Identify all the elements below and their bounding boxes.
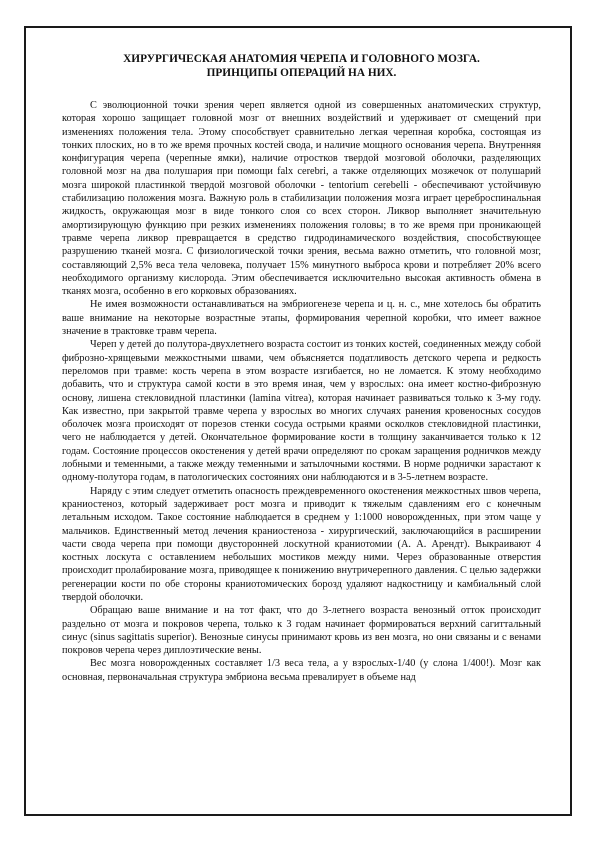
paragraph-intro: С эволюционной точки зрения череп является одной из совершенных анатомических структур, которая хорошо защищает головной мозг от внешних воздействий и удерживает от смещений при изменениях положения тела. Этому способствует сравнительно легкая черепная коробка, состоящая из тонких плоских, но в то же время прочных костей свода, и наличие мощного основания черепа. Внутренняя конфигурация черепа (черепные ямки), наличие отростков твердой мозговой оболочки, разделяющих головной мозг на два полушария при помощи falx cerebri, а также отделяющих мозжечок от полушарий мозга широкой пластинкой твердой мозговой оболочки - tentorium cerebelli - обеспечивают устойчивую стабилизацию положения мозга. Важную роль в стабилизации положения мозга играет цереброспинальная жидкость, окружающая мозг в виде тонкого слоя со всех сторон. Ликвор выполняет значительную амортизирующую функцию при резких изменениях положения головы; в то же время при проникающей травме черепа ликвор превращается в средство гидродинамического воздействия, способствующее разрушению тканей мозга. С физиологической точки зрения, весьма важно отметить, что головной мозг, составляющий 2,5% веса тела человека, получает 15% минутного выброса крови и потребляет 20% всего необходимого организму кислорода. Этим обеспечивается исключительно высокая активность обмена в тканях мозга, особенно в его корковых образованиях. — [62, 100, 541, 298]
paragraph-child-skull: Череп у детей до полутора-двухлетнего возраста состоит из тонких костей, соединенных между собой фиброзно-хрящевыми межкостными швами, чем объясняется податливость детского черепа и редкость переломов при травме: кость черепа в этом возрасте изгибается, но не ломается. К этому необходимо добавить, что и структура самой кости в это время иная, чем у взрослых: она имеет костно-фиброзную основу, лишена стекловидной пластинки (lamina vitrea), которая начинает развиваться только к 3-му году. Как известно, при закрытой травме черепа у взрослых во многих случаях ранения кровеносных сосудов оболочек мозга происходят от порезов стенки сосуда острыми краями осколков стекловидной пластинки, чего не наблюдается у детей. Окончательное формирование кости в толщину заканчивается только к 12 годам. Состояние процессов окостенения у детей врачи определяют по срокам заращения родничков между лобными и теменными, а также между теменными и затылочными костями. В норме роднички зарастают к одному-полутора годам, в патологических состояниях они наблюдаются и в 3-5-летнем возрасте. — [62, 339, 541, 484]
paragraph-age-stages: Не имея возможности останавливаться на эмбриогенезе черепа и ц. н. с., мне хотелось бы обратить ваше внимание на некоторые возрастные этапы, формирования черепной коробки, что имеет важное значение в трактовке травм черепа. — [62, 299, 541, 338]
title-line-2: ПРИНЦИПЫ ОПЕРАЦИЙ НА НИХ. — [206, 67, 397, 79]
document-content — [62, 52, 541, 684]
document-body — [62, 99, 541, 684]
paragraph-craniostenosis: Наряду с этим следует отметить опасность преждевременного окостенения межкостных швов черепа, краниостеноз, который задерживает рост мозга и приводит к тяжелым сдавлениям его с конечным летальным исходом. Такое состояние наблюдается в среднем у 1:1000 новорожденных, при этом чаще у мальчиков. Единственный метод лечения краниостеноза - хирургический, заключающийся в расширении части свода черепа при помощи двусторонней лоскутной краниотомии (А. А. Арендт). Выкраивают 4 костных лоскута с оставлением небольших мостиков между ними. Через образованные отверстия происходит пролабирование мозга, приводящее к понижению внутричерепного давления. С целью задержки регенерации кости по обе стороны краниотомических борозд удаляют надкостницу и камбиальный слой твердой оболочки. — [62, 485, 541, 603]
paragraph-brain-weight: Вес мозга новорожденных составляет 1/3 веса тела, а у взрослых-1/40 (у слона 1/400!). Мозг как основная, первоначальная структура эмбриона весьма превалирует в объеме над — [62, 658, 541, 683]
paragraph-venous-outflow: Обращаю ваше внимание и на тот факт, что до 3-летнего возраста венозный отток происходит раздельно от мозга и покровов черепа, только к 3 годам начинает формироваться верхний сагиттальный синус (sinus sagittatis superior). Венозные синусы принимают кровь из вен мозга, но они связаны и с венами покровов черепа через диплоэтические вены. — [62, 605, 541, 657]
document-title — [62, 52, 541, 80]
title-line-1: ХИРУРГИЧЕСКАЯ АНАТОМИЯ ЧЕРЕПА И ГОЛОВНОГО МОЗГА. — [123, 53, 480, 65]
